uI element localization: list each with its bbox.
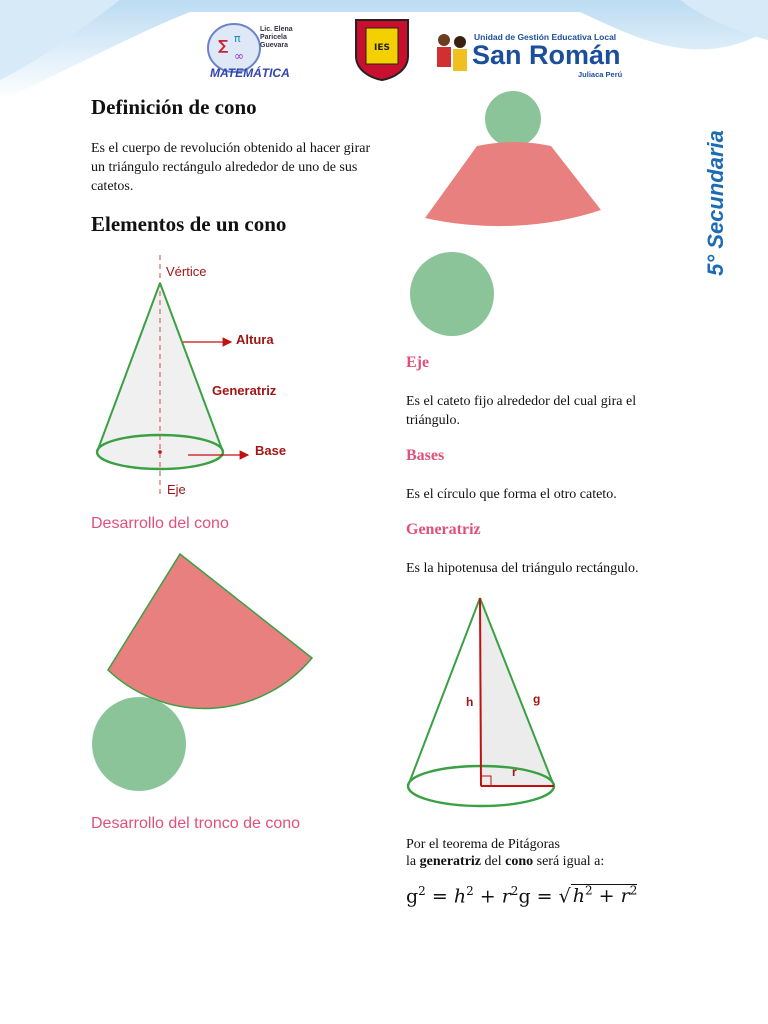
logo-author: Lic. Elena Paricela Guevara — [260, 26, 293, 49]
f-g: g — [406, 885, 419, 908]
f-sup3: 2 — [510, 884, 519, 898]
heading-bases: Bases — [406, 447, 445, 464]
pitagoras-post: será igual a: — [533, 854, 605, 869]
heading-eje: Eje — [406, 354, 430, 371]
svg-text:∞: ∞ — [234, 49, 244, 63]
f-sup4: 2 — [584, 884, 593, 898]
cone-hgr-diagram — [400, 590, 570, 820]
title-elementos: Elementos de un cono — [91, 212, 287, 236]
svg-text:π: π — [234, 32, 241, 45]
cone-net-sector — [108, 554, 312, 708]
f-r2: r — [620, 885, 630, 908]
ugel-logo — [432, 28, 632, 84]
f-radicand — [571, 884, 638, 907]
height-line — [480, 598, 481, 786]
svg-text:IES: IES — [374, 43, 390, 53]
f-h2: h — [572, 885, 585, 908]
f-sup1: 2 — [418, 884, 426, 898]
f-sup5: 2 — [629, 884, 638, 898]
heading-desarrollo-tronco: Desarrollo del tronco de cono — [91, 815, 301, 832]
f-eq: = — [425, 885, 454, 908]
label-altura: Altura — [236, 332, 274, 347]
svg-text:∑: ∑ — [218, 38, 229, 54]
pitagoras-mid: del — [481, 854, 506, 869]
ugel-line3: Juliaca Perú — [578, 70, 623, 79]
cone-net-base-circle — [92, 697, 186, 791]
heading-desarrollo-cono: Desarrollo del cono — [91, 515, 229, 532]
label-generatriz: Generatriz — [212, 383, 277, 398]
label-vertice: Vértice — [166, 264, 207, 279]
frustum-net-diagram — [405, 88, 615, 343]
label-h: h — [466, 695, 474, 709]
ugel-line1: Unidad de Gestión Educativa Local — [474, 32, 617, 42]
pythagoras-formula — [406, 884, 637, 907]
matematica-logo — [204, 20, 326, 84]
f-sup2: 2 — [466, 884, 474, 898]
students-icon — [432, 32, 472, 82]
cone-net-diagram — [88, 540, 338, 800]
ugel-line2: San Román — [472, 40, 621, 70]
f-plus2: + — [592, 885, 621, 908]
f-sqrt: √ — [558, 885, 571, 908]
emblem-text — [352, 84, 412, 85]
label-r: r — [512, 765, 517, 779]
heading-generatriz: Generatriz — [406, 521, 481, 538]
title-definicion: Definición de cono — [91, 95, 257, 119]
f-r: r — [501, 885, 511, 908]
pitagoras-pre: la — [406, 854, 420, 869]
generatriz-text: Es la hipotenusa del triángulo rectángulo. — [406, 561, 639, 576]
cone-elements-diagram — [88, 250, 338, 500]
label-eje: Eje — [167, 482, 186, 497]
definition-text: Es el cuerpo de revolución obtenido al hacer girar un triángulo rectángulo alrededor de uno de sus catetos. — [91, 141, 371, 194]
f-eq2: = — [530, 885, 559, 908]
label-base: Base — [255, 443, 287, 458]
f-h: h — [453, 885, 467, 908]
f-g2: g — [518, 885, 531, 908]
school-emblem — [352, 16, 412, 82]
f-plus: + — [473, 885, 502, 908]
pitagoras-cono: cono — [505, 854, 534, 869]
eje-text: Es el cateto fijo alrededor del cual gira el triángulo. — [406, 394, 637, 428]
bases-text: Es el círculo que forma el otro cateto. — [406, 487, 617, 502]
label-g: g — [533, 692, 541, 706]
pitagoras-generatriz: generatriz — [419, 854, 482, 869]
frustum-base-circle — [410, 252, 494, 336]
grade-label-text: 5° Secundaria — [703, 130, 728, 276]
frustum-top-circle — [485, 91, 541, 147]
shield-icon — [352, 16, 412, 82]
pitagoras-line2 — [406, 852, 604, 871]
grade-label — [686, 130, 736, 290]
logo-matematica: MATEMÁTICA — [210, 66, 290, 80]
pitagoras-line1: Por el teorema de Pitágoras — [406, 837, 560, 852]
